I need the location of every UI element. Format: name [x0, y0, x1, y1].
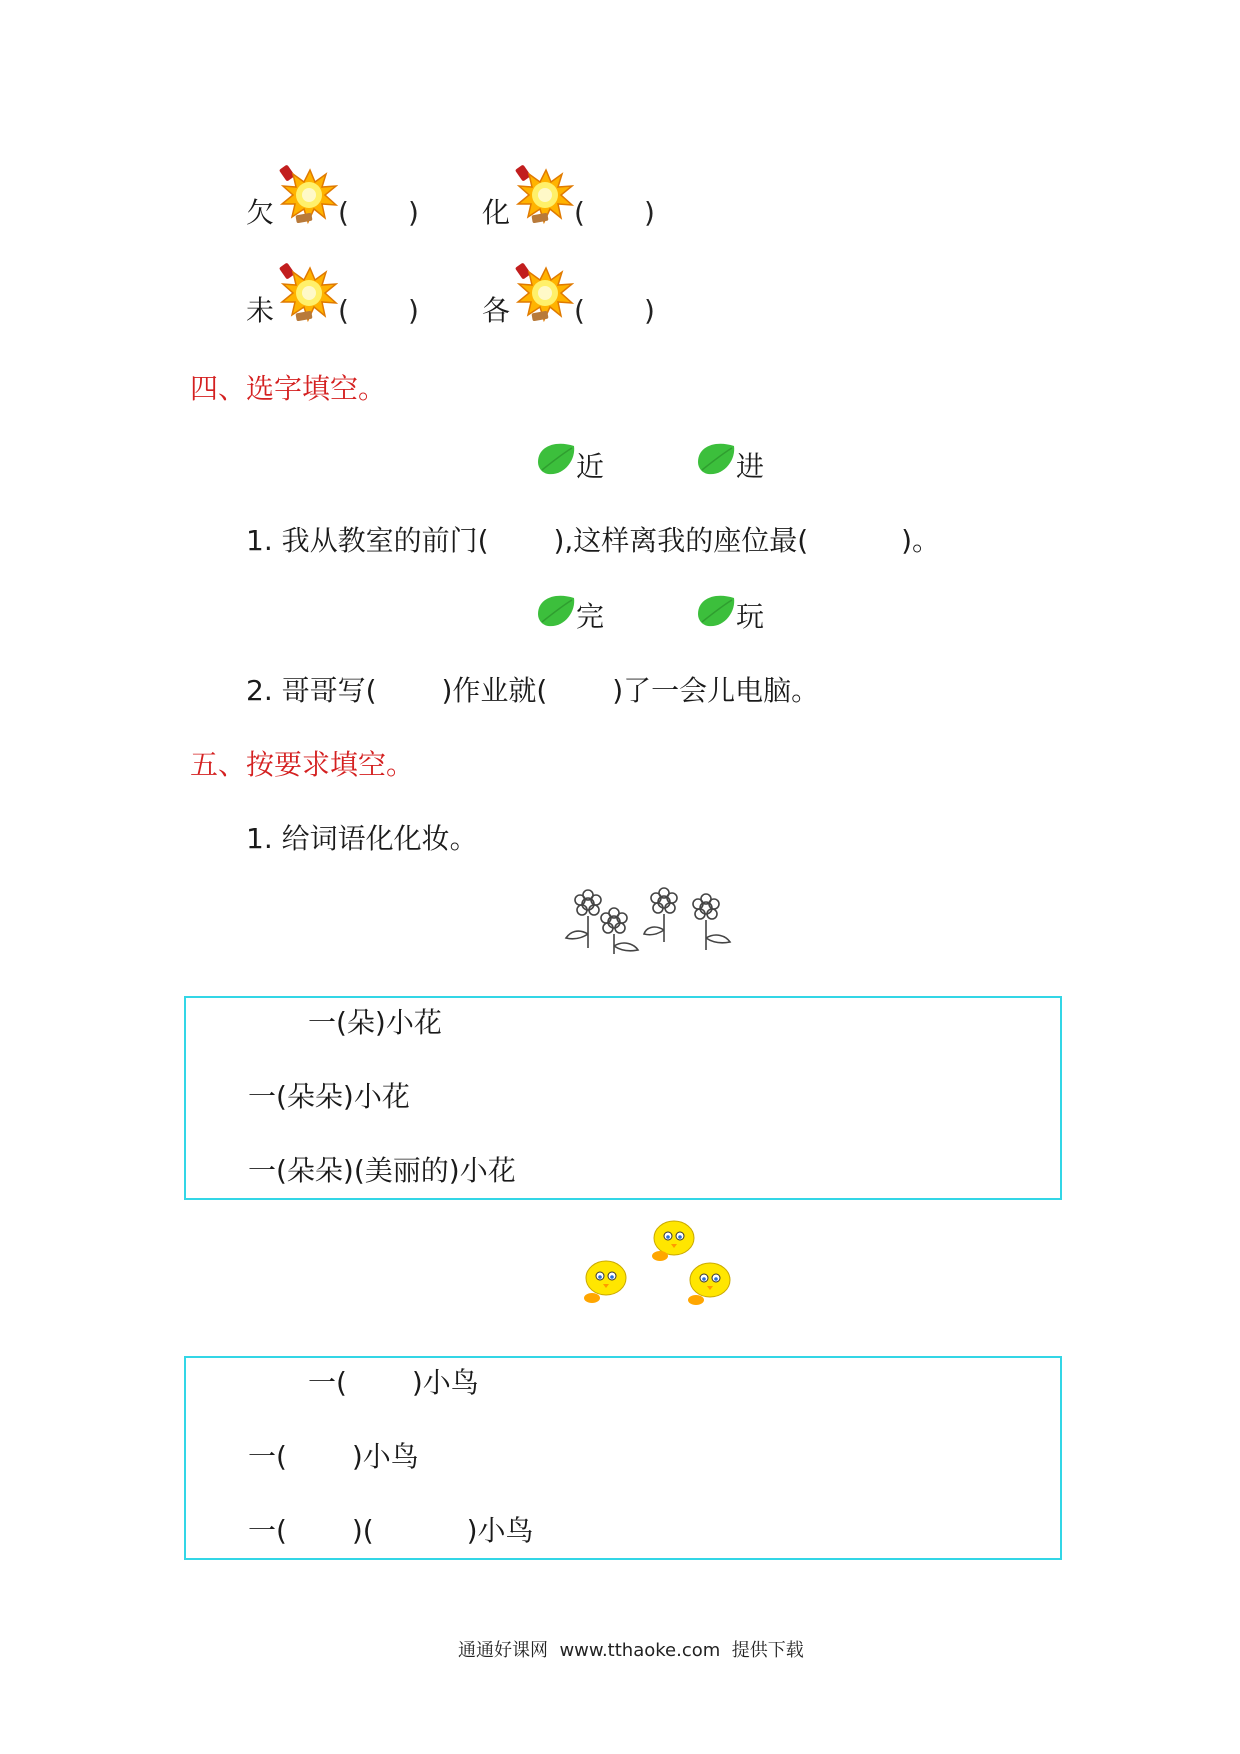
choice-option: 进 [736, 450, 765, 483]
answer-paren-close: ) [408, 294, 419, 327]
box-line: 一( )小鸟 [248, 1440, 419, 1473]
green-leaf-icon [694, 592, 738, 630]
choice-option: 近 [576, 450, 605, 483]
answer-box-birds [184, 1356, 1062, 1560]
choice-option: 完 [576, 600, 605, 633]
question-label: 1. 给词语化化妆。 [246, 822, 478, 855]
firecracker-burst-icon [512, 262, 574, 324]
box-line: 一(朵朵)(美丽的)小花 [248, 1154, 516, 1187]
answer-paren-open: ( [338, 196, 349, 229]
char-item: 各 [482, 294, 511, 327]
box-line: 一( )小鸟 [308, 1366, 479, 1399]
box-line: 一(朵朵)小花 [248, 1080, 410, 1113]
answer-paren-close: ) [644, 196, 655, 229]
answer-paren-close: ) [408, 196, 419, 229]
char-item: 未 [246, 294, 275, 327]
page-footer: 通通好课网 www.tthaoke.com 提供下载 [458, 1640, 804, 1661]
section4-heading: 四、选字填空。 [190, 372, 387, 405]
answer-paren-open: ( [574, 294, 585, 327]
green-leaf-icon [534, 592, 578, 630]
firecracker-burst-icon [512, 164, 574, 226]
question-sentence-2: 2. 哥哥写( )作业就( )了一会儿电脑。 [246, 674, 820, 707]
answer-paren-open: ( [574, 196, 585, 229]
yellow-birds-illustration [560, 1214, 740, 1324]
answer-paren-close: ) [644, 294, 655, 327]
answer-box-flowers [184, 996, 1062, 1200]
firecracker-burst-icon [276, 164, 338, 226]
char-item: 化 [482, 196, 511, 229]
question-sentence-1: 1. 我从教室的前门( ),这样离我的座位最( )。 [246, 524, 941, 557]
firecracker-burst-icon [276, 262, 338, 324]
green-leaf-icon [694, 440, 738, 478]
box-line: 一(朵)小花 [308, 1006, 442, 1039]
choice-option: 玩 [736, 600, 765, 633]
flowers-illustration [560, 884, 740, 956]
green-leaf-icon [534, 440, 578, 478]
section5-heading: 五、按要求填空。 [190, 748, 415, 781]
char-item: 欠 [246, 196, 275, 229]
box-line: 一( )( )小鸟 [248, 1514, 534, 1547]
answer-paren-open: ( [338, 294, 349, 327]
